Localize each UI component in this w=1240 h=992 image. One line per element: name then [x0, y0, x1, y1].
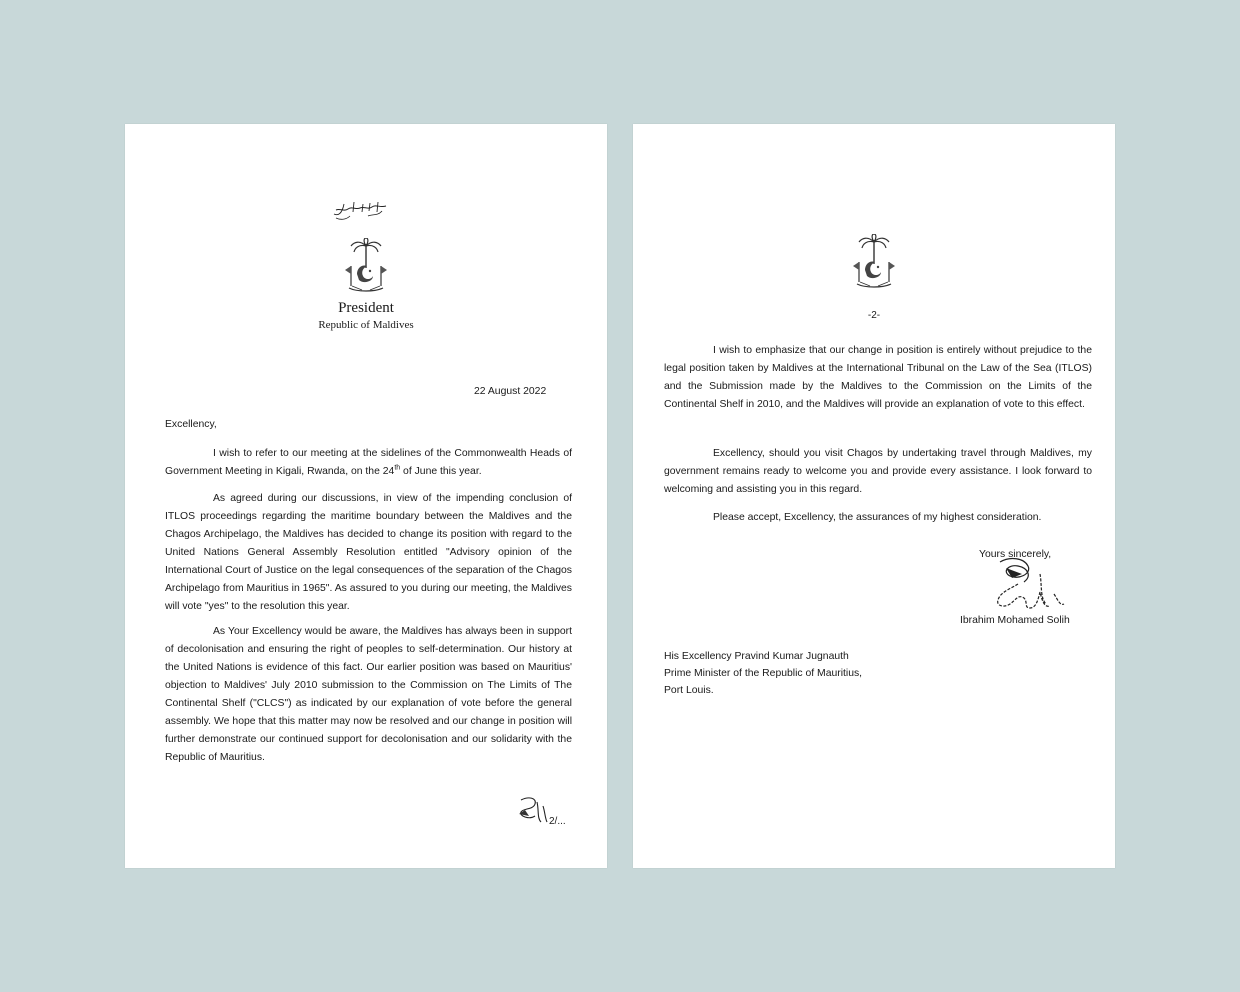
- continuation-mark: 2/...: [549, 816, 566, 827]
- recipient-name: His Excellency Pravind Kumar Jugnauth: [664, 651, 849, 662]
- state-emblem-icon: [343, 238, 389, 294]
- paragraph-4: I wish to emphasize that our change in position is entirely without prejudice to the legal position taken by Maldives at the International Tribunal on the Law of the Sea (ITLOS) and the Submission made by the Maldives to the Commission on the Limits of the Continental Shelf in 2010, and the Maldives will provide an explanation of vote to this effect.: [664, 345, 1092, 410]
- initials-signature-image: [515, 792, 551, 828]
- paragraph-1: [165, 445, 572, 481]
- signature-image: [988, 554, 1068, 616]
- recipient-title: Prime Minister of the Republic of Mauritius,: [664, 668, 863, 679]
- paragraph-3: As Your Excellency would be aware, the Maldives has always been in support of decolonisation and ensuring the right of peoples to self-determination. Our history at the United Nations is evidence of this fact. Our earlier position was based on Mauritius' objection to Maldives' July 2010 submission to the Commission on The Limits of The Continental Shelf ("CLCS") as indicated by our explanation of vote before the general assembly. We hope that this matter may now be resolved and our change in position will further demonstrate our continued support for decolonisation and our solidarity with the Republic of Mauritius.: [165, 626, 572, 763]
- paragraph-1-text: I wish to refer to our meeting at the sidelines of the Commonwealth Heads of Government Meeting in Kigali, Rwanda, on the 24: [165, 448, 572, 477]
- paragraph-2: As agreed during our discussions, in view of the impending conclusion of ITLOS proceedings regarding the maritime boundary between the Maldives and the Chagos Archipelago, the Maldives has decided to change its position with regard to the United Nations General Assembly Resolution entitled "Advisory opinion of the International Court of Justice on the legal consequences of the separation of the Chagos Archipelago from Mauritius in 1965". As assured to you during our meeting, the Maldives will vote "yes" to the resolution this year.: [165, 493, 572, 612]
- state-emblem-icon: [851, 234, 897, 290]
- closing: Yours sincerely,: [979, 549, 1052, 560]
- letter-page-1: [125, 124, 607, 868]
- paragraph-5: Excellency, should you visit Chagos by undertaking travel through Maldives, my government remains ready to welcome you and provide every assistance. I look forward to welcoming and assisting you in this regard.: [664, 448, 1092, 495]
- bismillah-calligraphy: [330, 198, 390, 224]
- recipient-city: Port Louis.: [664, 685, 714, 696]
- paragraph-1-text-end: of June this year.: [400, 466, 482, 477]
- letter-page-2: [633, 124, 1115, 868]
- letter-date: 22 August 2022: [474, 386, 547, 397]
- ordinal-suffix: th: [394, 464, 401, 472]
- salutation: Excellency,: [165, 419, 217, 430]
- signatory-name: Ibrahim Mohamed Solih: [960, 615, 1070, 626]
- page-number: -2-: [867, 310, 881, 321]
- paragraph-6: Please accept, Excellency, the assurances of my highest consideration.: [713, 512, 1042, 523]
- office-title: President: [338, 300, 394, 316]
- office-subtitle: Republic of Maldives: [318, 319, 414, 331]
